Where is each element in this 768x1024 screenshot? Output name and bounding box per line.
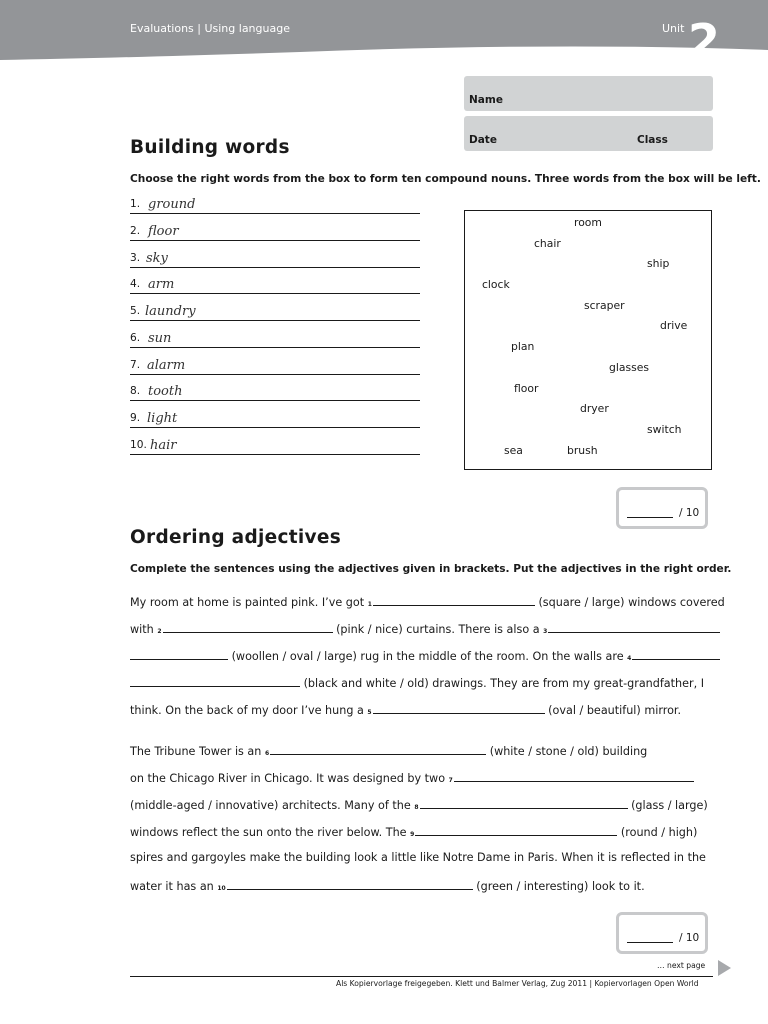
box-word: sea (504, 444, 523, 457)
blank-number: 5 (367, 709, 372, 716)
handwritten-answer: alarm (147, 358, 186, 373)
box-word: drive (660, 319, 688, 332)
box-word: ship (647, 257, 670, 270)
answer-number: 10. (130, 439, 147, 451)
exercise-line (130, 675, 704, 691)
handwritten-answer: laundry (145, 304, 196, 319)
answer-blank[interactable] (632, 648, 720, 660)
exercise-line (130, 621, 720, 639)
section-title-ordering-adjectives: Ordering adjectives (130, 527, 342, 548)
score-box[interactable] (616, 487, 708, 529)
answer-line[interactable] (130, 301, 420, 321)
handwritten-answer: light (147, 411, 178, 426)
sentence-text: with (130, 623, 154, 636)
class-label: Class (637, 134, 668, 146)
answer-blank[interactable] (270, 743, 486, 755)
section-title-building-words: Building words (130, 137, 290, 158)
date-class-field[interactable] (464, 116, 713, 151)
date-label: Date (469, 134, 497, 146)
sentence-text: (round / high) (620, 826, 698, 839)
unit-label: Unit (662, 22, 685, 35)
unit-number: 2 (688, 14, 721, 68)
score-line (627, 517, 673, 518)
answer-number: 7. (130, 359, 141, 371)
blank-number: 2 (157, 628, 162, 635)
box-word: clock (482, 278, 510, 291)
answer-number: 1. (130, 198, 141, 210)
answer-blank[interactable] (373, 702, 545, 714)
sentence-text: (middle-aged / innovative) architects. Many of the (130, 799, 411, 812)
handwritten-answer: hair (150, 438, 177, 453)
exercise-line (130, 851, 706, 865)
answer-blank[interactable] (415, 824, 617, 836)
answer-number: 2. (130, 225, 141, 237)
answer-blank[interactable] (130, 648, 228, 660)
sentence-text: (glass / large) (631, 799, 708, 812)
breadcrumb: Evaluations | Using language (130, 22, 290, 35)
score-box[interactable] (616, 912, 708, 954)
sentence-text: (black and white / old) drawings. They are from my great-grandfather, I (303, 677, 705, 690)
answer-blank[interactable] (454, 770, 694, 782)
sentence-text: My room at home is painted pink. I’ve got (130, 596, 365, 609)
sentence-text: spires and gargoyles make the building look a little like Notre Dame in Paris. When it is reflected in the (130, 851, 706, 864)
name-label: Name (469, 94, 503, 106)
exercise-line (130, 770, 694, 788)
box-word: floor (514, 382, 539, 395)
handwritten-answer: tooth (148, 384, 183, 399)
section-instruction-building-words: Choose the right words from the box to form ten compound nouns. Three words from the box will be left. (130, 173, 761, 185)
box-word: switch (647, 423, 682, 436)
answer-number: 4. (130, 278, 141, 290)
handwritten-answer: sun (148, 331, 172, 346)
exercise-line (130, 594, 725, 612)
sentence-text: (pink / nice) curtains. There is also a (336, 623, 540, 636)
blank-number: 8 (414, 804, 419, 811)
score-line (627, 942, 673, 943)
box-word: dryer (580, 402, 609, 415)
word-box (464, 210, 712, 470)
answer-number: 5. (130, 305, 141, 317)
sentence-text: on the Chicago River in Chicago. It was designed by two (130, 772, 446, 785)
name-field[interactable] (464, 76, 713, 111)
answer-line[interactable] (130, 355, 420, 375)
answer-line[interactable] (130, 248, 420, 268)
sentence-text: (green / interesting) look to it. (476, 880, 645, 893)
answer-blank[interactable] (420, 797, 628, 809)
exercise-line (130, 702, 681, 720)
answer-number: 8. (130, 385, 141, 397)
answer-blank[interactable] (163, 621, 333, 633)
box-word: glasses (609, 361, 649, 374)
answer-blank[interactable] (548, 621, 720, 633)
sentence-text: water it has an (130, 880, 214, 893)
blank-number: 1 (367, 601, 372, 608)
answer-number: 9. (130, 412, 141, 424)
blank-number: 3 (543, 628, 548, 635)
header-bar (0, 0, 768, 68)
exercise-line (130, 878, 645, 896)
answer-blank[interactable] (373, 594, 535, 606)
handwritten-answer: arm (148, 277, 175, 292)
sentence-text: (square / large) windows covered (538, 596, 725, 609)
sentence-text: (oval / beautiful) mirror. (548, 704, 682, 717)
box-word: chair (534, 237, 561, 250)
answer-number: 3. (130, 252, 141, 264)
answer-line[interactable] (130, 274, 420, 294)
blank-number: 6 (264, 750, 270, 757)
answer-blank[interactable] (227, 878, 473, 890)
blank-number: 4 (627, 655, 632, 662)
next-page-arrow-icon[interactable] (718, 960, 732, 976)
sentence-text: windows reflect the sun onto the river below. The (130, 826, 407, 839)
sentence-text: think. On the back of my door I’ve hung a (130, 704, 364, 717)
sentence-text: (white / stone / old) building (489, 745, 648, 758)
answer-line[interactable] (130, 435, 420, 455)
next-page-label: … next page (657, 961, 706, 970)
exercise-line (130, 797, 708, 815)
handwritten-answer: floor (148, 224, 179, 239)
exercise-line (130, 824, 697, 842)
copyright-text: Als Kopiervorlage freigegeben. Klett und Balmer Verlag, Zug 2011 | Kopiervorlagen Open World (336, 979, 699, 988)
blank-number: 7 (448, 777, 453, 784)
section-instruction-ordering-adjectives: Complete the sentences using the adjectives given in brackets. Put the adjectives in the right order. (130, 563, 732, 575)
exercise-line (130, 648, 720, 666)
blank-number: 9 (410, 831, 415, 838)
sentence-text: (woollen / oval / large) rug in the middle of the room. On the walls are (231, 650, 624, 663)
box-word: brush (567, 444, 598, 457)
box-word: room (574, 216, 602, 229)
score-total: / 10 (679, 507, 700, 519)
footer-rule (130, 976, 713, 977)
blank-number: 10 (217, 885, 226, 892)
answer-line[interactable] (130, 194, 420, 214)
answer-line[interactable] (130, 408, 420, 428)
answer-blank[interactable] (130, 675, 300, 687)
sentence-text: The Tribune Tower is an (130, 745, 262, 758)
answer-line[interactable] (130, 381, 420, 401)
box-word: plan (511, 340, 535, 353)
box-word: scraper (584, 299, 625, 312)
handwritten-answer: ground (148, 197, 196, 212)
answer-line[interactable] (130, 328, 420, 348)
answer-line[interactable] (130, 221, 420, 241)
score-total: / 10 (679, 932, 700, 944)
answer-number: 6. (130, 332, 141, 344)
handwritten-answer: sky (146, 251, 168, 266)
exercise-line (130, 743, 647, 761)
